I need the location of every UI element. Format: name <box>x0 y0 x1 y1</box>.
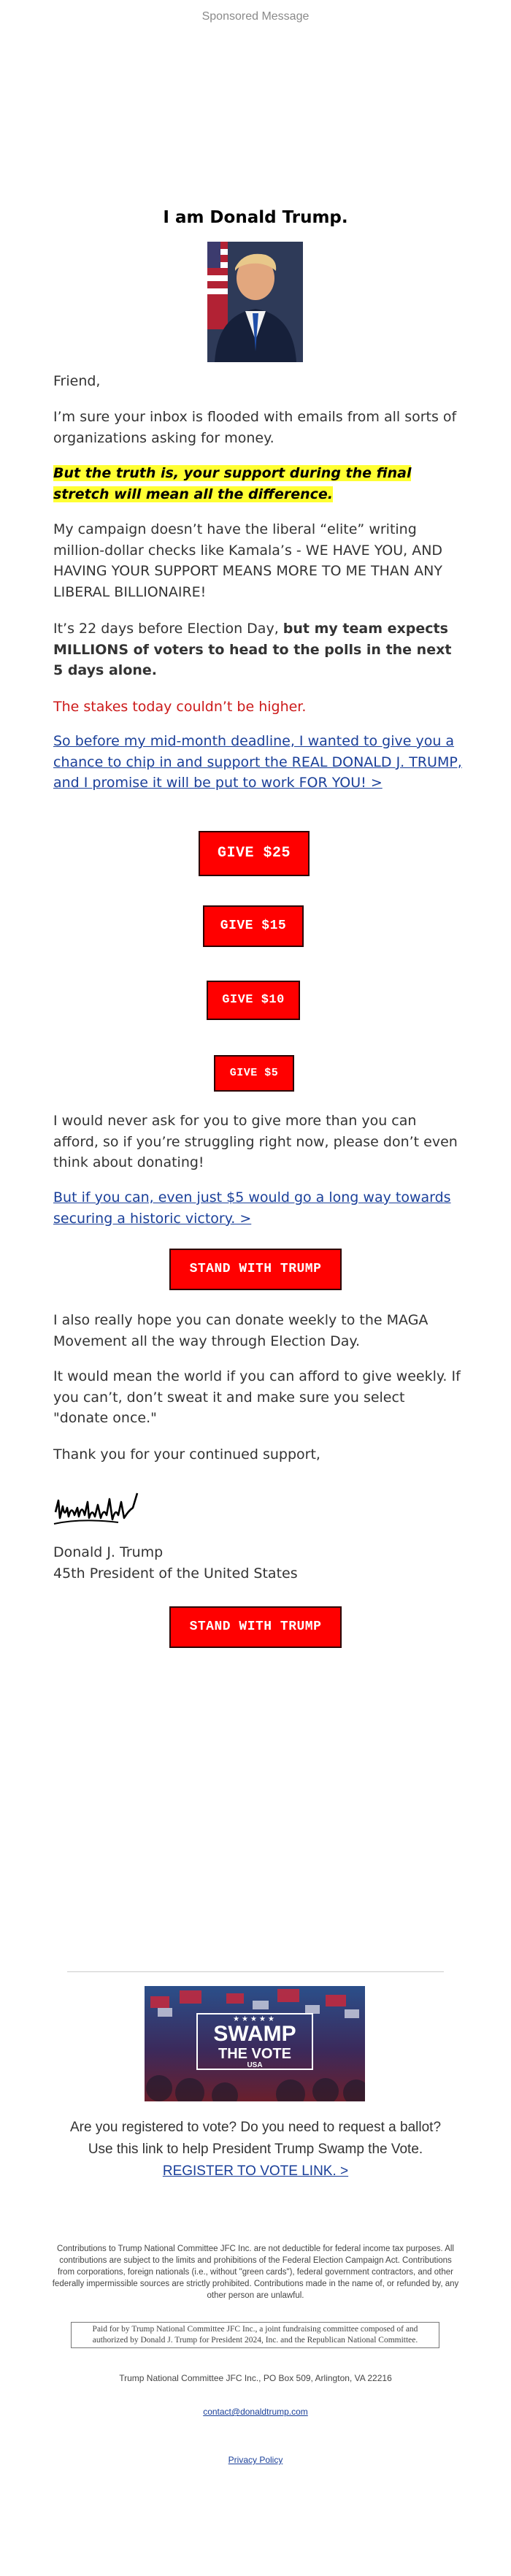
banner-line-1: SWAMP <box>213 2022 296 2046</box>
sponsored-label: Sponsored Message <box>201 10 310 23</box>
vote-question: Are you registered to vote? Do you need to request a ballot? <box>69 2120 442 2135</box>
swamp-the-vote-banner[interactable] <box>145 1986 365 2101</box>
give-25-button[interactable]: GIVE $25 <box>199 831 310 876</box>
privacy-wrap <box>0 2455 511 2465</box>
paragraph-link-deadline <box>53 731 462 794</box>
paragraph-election-day <box>53 618 462 681</box>
paragraph-highlight <box>53 463 462 505</box>
register-link-wrap <box>0 2161 511 2182</box>
paragraph-afford: I would never ask for you to give more than you can afford, so if you’re struggling right now, please don’t even think about donating! <box>53 1113 458 1170</box>
paid-for-by-box: Paid for by Trump National Committee JFC Inc., a joint fundraising committee composed of and authorized by Donald J. Trump for President 2024, Inc. and the Republican National Committee. <box>71 2322 439 2348</box>
greeting: Friend, <box>53 373 101 389</box>
signature-image <box>53 1486 140 1533</box>
trump-portrait-image <box>207 242 303 362</box>
paragraph-donate-once: It would mean the world if you can afford to give weekly. If you can’t, don’t sweat it and make sure you select "donate once." <box>53 1368 461 1426</box>
give-10-button[interactable]: GIVE $10 <box>207 981 300 1020</box>
p4-text-c: MILLIONS <box>53 641 128 658</box>
stand-with-trump-button-2[interactable]: STAND WITH TRUMP <box>169 1606 342 1648</box>
banner-stars: ★★★★★ <box>233 2015 277 2023</box>
donate-link-five[interactable]: But if you can, even just $5 would go a long way towards securing a historic victory. > <box>53 1189 451 1227</box>
paragraph-inbox: I’m sure your inbox is flooded with emails from all sorts of organizations asking for money. <box>53 409 457 446</box>
contact-email-wrap <box>0 2407 511 2417</box>
banner-line-3: USA <box>247 2061 263 2069</box>
paragraph-link-five <box>53 1187 462 1229</box>
mailing-address: Trump National Committee JFC Inc., PO Box 509, Arlington, VA 22216 <box>119 2373 392 2383</box>
highlight-text: But the truth is, your support during the final stretch will mean all the difference. <box>53 465 412 502</box>
give-15-button[interactable]: GIVE $15 <box>203 905 304 947</box>
p4-text-a: It’s 22 days before Election Day, <box>53 621 283 637</box>
donate-link-deadline[interactable]: So before my mid-month deadline, I wanted to give you a chance to chip in and support the REAL DONALD J. TRUMP, and I promise it will be put to work FOR YOU! > <box>53 733 462 791</box>
email-title: I am Donald Trump. <box>163 208 348 227</box>
paragraph-elite: My campaign doesn’t have the liberal “elite” writing million-dollar checks like Kamala’s - WE HAVE YOU, AND HAVING YOUR SUPPORT MEANS MORE TO ME THAN ANY LIBERAL BILLIONAIRE! <box>53 521 443 600</box>
contact-email-link[interactable]: contact@donaldtrump.com <box>203 2407 308 2417</box>
signer-name: Donald J. Trump <box>53 1544 164 1560</box>
stand-with-trump-button-1[interactable]: STAND WITH TRUMP <box>169 1249 342 1290</box>
paragraph-stakes: The stakes today couldn’t be higher. <box>53 699 307 715</box>
footer-divider <box>67 1971 444 1972</box>
paragraph-thanks: Thank you for your continued support, <box>53 1446 320 1463</box>
privacy-policy-link[interactable]: Privacy Policy <box>228 2455 283 2465</box>
give-5-button[interactable]: GIVE $5 <box>214 1055 294 1092</box>
p4-text-d: of voters to head to the polls in the next 5 days alone. <box>53 641 452 678</box>
banner-line-2: THE VOTE <box>218 2046 291 2062</box>
register-to-vote-link[interactable]: REGISTER TO VOTE LINK. > <box>162 2163 349 2179</box>
legal-disclaimer: Contributions to Trump National Committee JFC Inc. are not deductible for federal income tax purposes. All contributions are subject to the limits and prohibitions of the Federal Election Campaign Act. Contributions from corporations, foreign nationals (i.e., without "green cards"), federal government contractors, and other federally impermissible sources are strictly prohibited. Contributions made in the name of, or refunded by, any other person are unlawful. <box>52 2245 459 2300</box>
p4-text-b: but my team expects <box>283 621 448 637</box>
vote-use-link: Use this link to help President Trump Swamp the Vote. <box>88 2142 423 2157</box>
signer-title: 45th President of the United States <box>53 1565 298 1582</box>
paragraph-weekly: I also really hope you can donate weekly to the MAGA Movement all the way through Election Day. <box>53 1312 429 1349</box>
